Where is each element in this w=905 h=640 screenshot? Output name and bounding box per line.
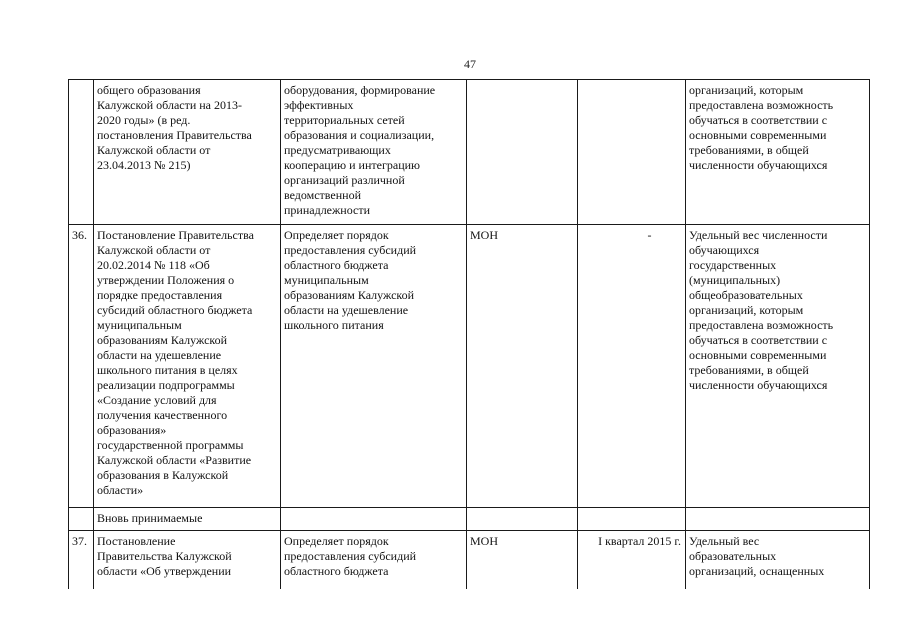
page-number: 47 — [464, 57, 476, 71]
purpose-cell: Определяет порядок предоставления субсидий областного бюджета — [281, 531, 467, 590]
programs-table — [68, 79, 870, 589]
indicator-cell: организаций, которым предоставлена возможность обучаться в соответствии с основными современными требованиями, в общей численности обучающихся — [686, 80, 870, 225]
term-cell: - — [578, 225, 686, 508]
term-cell: I квартал 2015 г. — [578, 531, 686, 590]
row-number: 36. — [69, 225, 94, 508]
act-cell: Постановление Правительства Калужской области от 20.02.2014 № 118 «Об утверждении Положения о порядке предоставления субсидий областного бюджета муниципальным образованиям Калужской области на удешевление школьного питания в целях реализации подпрограммы «Создание условий для получения качественного образования» государственной программы Калужской области «Развитие образования в Калужской области» — [94, 225, 281, 508]
row-number: 37. — [69, 531, 94, 590]
executor-cell — [467, 508, 578, 531]
page-bottom-margin — [0, 599, 905, 640]
term-cell — [578, 508, 686, 531]
executor-cell — [467, 80, 578, 225]
indicator-cell: Удельный вес численности обучающихся государственных (муниципальных) общеобразовательных организаций, которым предоставлена возможность обучаться в соответствии с основными современными требованиями, в общей численности обучающихся — [686, 225, 870, 508]
purpose-cell: Определяет порядок предоставления субсидий областного бюджета муниципальным образованиям Калужской области на удешевление школьного питания — [281, 225, 467, 508]
purpose-cell: оборудования, формирование эффективных территориальных сетей образования и социализации, предусматривающих кооперацию и интеграцию организаций различной ведомственной принадлежности — [281, 80, 467, 225]
executor-cell: МОН — [467, 531, 578, 590]
table-row — [69, 225, 870, 508]
table-row — [69, 508, 870, 531]
row-number — [69, 80, 94, 225]
table-row — [69, 80, 870, 225]
section-heading-cell: Вновь принимаемые — [94, 508, 281, 531]
indicator-cell — [686, 508, 870, 531]
act-cell: Постановление Правительства Калужской области «Об утверждении — [94, 531, 281, 590]
row-number — [69, 508, 94, 531]
executor-cell: МОН — [467, 225, 578, 508]
indicator-cell: Удельный вес образовательных организаций, оснащенных — [686, 531, 870, 590]
term-cell — [578, 80, 686, 225]
table-row — [69, 531, 870, 590]
act-cell: общего образования Калужской области на 2013- 2020 годы» (в ред. постановления Правительства Калужской области от 23.04.2013 № 215) — [94, 80, 281, 225]
purpose-cell — [281, 508, 467, 531]
